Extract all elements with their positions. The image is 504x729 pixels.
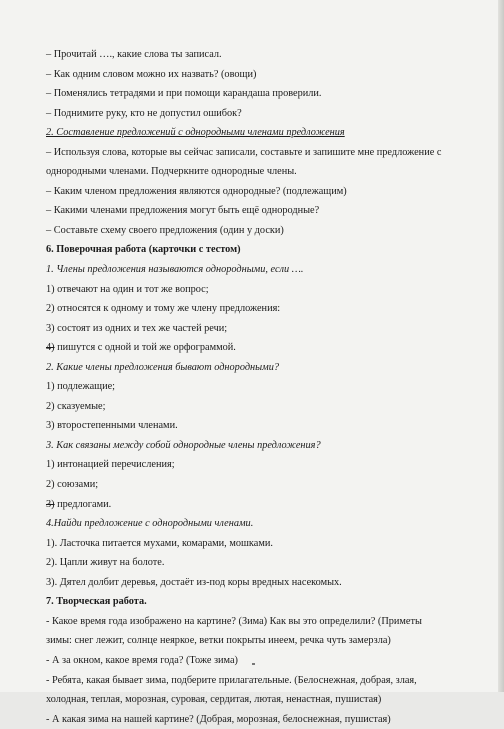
- document-line: 4.Найди предложение с однородными членами.: [46, 518, 254, 530]
- document-line: 2. Составление предложений с однородными членами предложения: [46, 127, 345, 139]
- document-line: 1. Члены предложения называются однородными, если ….: [46, 264, 304, 276]
- document-line: – Прочитай …., какие слова ты записал.: [46, 49, 222, 60]
- document-line: 3). Дятел долбит деревья, достаёт из-под коры вредных насекомых.: [46, 576, 342, 588]
- document-line: 1). Ласточка питается мухами, комарами, мошками.: [46, 537, 273, 549]
- document-line: 3. Как связаны между собой однородные члены предложения?: [46, 439, 321, 451]
- document-line: – Как одним словом можно их назвать? (овощи): [46, 68, 257, 80]
- document-line: однородными членами. Подчеркните однородные члены.: [46, 166, 297, 178]
- document-body: [46, 45, 476, 729]
- document-line: 1) интонацией перечисления;: [46, 459, 175, 471]
- document-line: [46, 495, 476, 515]
- document-line: – Используя слова, которые вы сейчас записали, составьте и запишите мне предложение с: [46, 146, 442, 158]
- document-line: 1) отвечают на один и тот же вопрос;: [46, 283, 209, 295]
- document-line: 2) сказуемые;: [46, 400, 106, 412]
- document-line: – Поменялись тетрадями и при помощи карандаша проверили.: [46, 88, 322, 100]
- document-line: 3) второстепенными членами.: [46, 420, 178, 432]
- document-line: – Каким членом предложения являются однородные? (подлежащим): [46, 185, 347, 197]
- document-line: - Какое время года изображено на картине? (Зима) Как вы это определили? (Приметы: [46, 615, 422, 627]
- document-line: зимы: снег лежит, солнце неяркое, ветки покрыты инеем, речка чуть замерзла): [46, 635, 391, 647]
- scan-edge-shadow: [498, 0, 504, 692]
- document-line: 2) союзами;: [46, 479, 99, 491]
- document-line: 7. Творческая работа.: [46, 596, 147, 608]
- line-text: пишутся с одной и той же орфограммой.: [54, 342, 236, 354]
- document-line: – Составьте схему своего предложения (один у доски): [46, 224, 284, 236]
- document-line: - А какая зима на нашей картине? (Добрая, морозная, белоснежная, пушистая): [46, 713, 391, 725]
- document-line: – Какими членами предложения могут быть ещё однородные?: [46, 205, 320, 217]
- document-line: 3) состоят из одних и тех же частей речи;: [46, 322, 228, 334]
- scan-speck: [252, 663, 255, 665]
- document-line: – Поднимите руку, кто не допустил ошибок?: [46, 107, 242, 119]
- document-line: 1) подлежащие;: [46, 381, 116, 393]
- document-line: 2. Какие члены предложения бывают однородными?: [46, 361, 280, 373]
- document-line: 2) относятся к одному и тому же члену предложения:: [46, 303, 281, 315]
- document-line: - Ребята, какая бывает зима, подберите прилагательные. (Белоснежная, добрая, злая,: [46, 674, 417, 686]
- document-line: 6. Поверочная работа (карточки с тестом): [46, 244, 241, 256]
- struck-out-number: 4): [46, 342, 55, 354]
- line-text: предлогами.: [54, 498, 112, 510]
- document-line: [46, 338, 476, 358]
- struck-out-number: 3): [46, 498, 55, 510]
- document-line: 2). Цапли живут на болоте.: [46, 557, 165, 569]
- document-line: - А за окном, какое время года? (Тоже зима): [46, 654, 238, 666]
- document-line: холодная, теплая, морозная, суровая, сердитая, лютая, ненастная, пушистая): [46, 694, 382, 706]
